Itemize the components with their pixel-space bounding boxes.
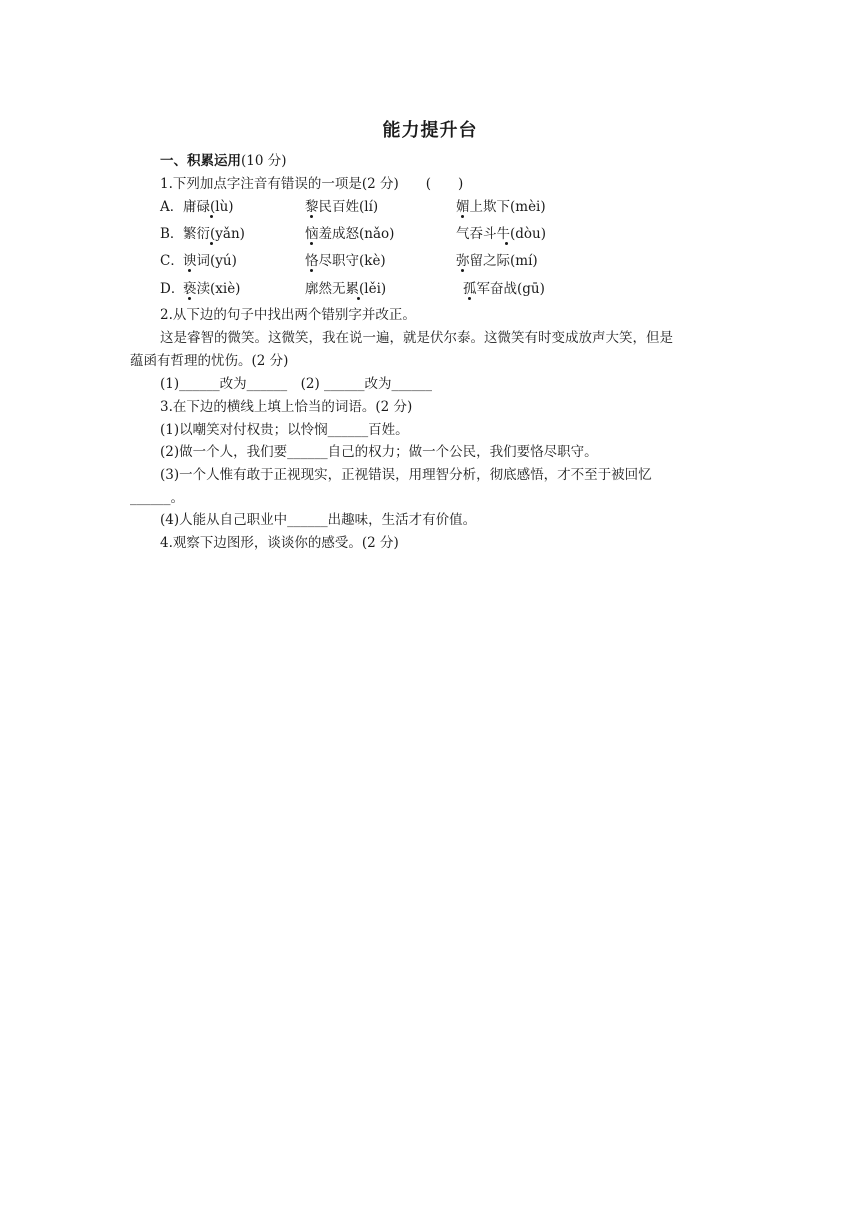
- question-3-sentence-1: (1)以嘲笑对付权贵；以怜悯______百姓。: [160, 422, 409, 438]
- option-b-item-2: 恼羞成怒(nǎo): [305, 226, 395, 242]
- question-4-stem: 4.观察下边图形，谈谈你的感受。(2 分): [160, 535, 399, 551]
- emphasis-dot: [210, 242, 213, 245]
- option-c-item-1: 谀词(yú): [183, 253, 237, 269]
- emphasis-dot: [461, 215, 464, 218]
- option-a-item-2: 黎民百姓(lí): [305, 199, 379, 215]
- section-heading: [160, 152, 287, 170]
- emphasis-dot: [461, 269, 464, 272]
- emphasis-dot: [310, 269, 313, 272]
- option-a-item-1: 庸碌(lù): [183, 199, 234, 215]
- question-2-passage-line-2: 蕴函有哲理的忧伤。(2 分): [130, 353, 289, 369]
- option-d-item-1: 亵渎(xiè): [183, 281, 241, 297]
- option-d-item-3: 孤军奋战(gū): [463, 281, 545, 297]
- emphasis-dot: [188, 269, 191, 272]
- question-3-sentence-2: (2)做一个人，我们要______自己的权力；做一个公民，我们要恪尽职守。: [160, 444, 598, 460]
- page-title: 能力提升台: [382, 120, 478, 141]
- option-a-label: A．: [160, 199, 184, 215]
- option-c-item-2: 恪尽职守(kè): [305, 253, 386, 269]
- question-1-stem: 1.下列加点字注音有错误的一项是(2 分) ( ): [160, 176, 464, 192]
- emphasis-dot: [357, 297, 360, 300]
- question-2-stem: 2.从下边的句子中找出两个错别字并改正。: [160, 307, 416, 323]
- option-d-label: D．: [160, 281, 185, 297]
- emphasis-dot: [188, 297, 191, 300]
- section-heading-label: 一、积累运用: [160, 153, 241, 169]
- option-d-item-2: 廓然无累(lěi): [305, 281, 387, 297]
- emphasis-dot: [505, 242, 508, 245]
- emphasis-dot: [310, 242, 313, 245]
- option-b-label: B．: [160, 226, 184, 242]
- section-heading-points: (10 分): [241, 153, 287, 169]
- question-2-passage-line-1: 这是睿智的微笑。这微笑，我在说一遍，就是伏尔泰。这微笑有时变成放声大笑，但是: [160, 330, 673, 346]
- option-c-label: C．: [160, 253, 184, 269]
- question-3-stem: 3.在下边的横线上填上恰当的词语。(2 分): [160, 399, 413, 415]
- option-a-item-3: 媚上欺下(mèi): [456, 199, 546, 215]
- emphasis-dot: [210, 215, 213, 218]
- question-2-answer-line: (1)______改为______ (2) ______改为______: [160, 376, 433, 392]
- option-c-item-3: 弥留之际(mí): [456, 253, 538, 269]
- option-b-item-3: 气吞斗牛(dòu): [456, 226, 546, 242]
- option-b-item-1: 繁衍(yǎn): [183, 226, 245, 242]
- question-3-sentence-3-line-1: (3)一个人惟有敢于正视现实，正视错误，用理智分析，彻底感悟，才不至于被回忆: [160, 467, 652, 483]
- question-3-sentence-3-line-2: ______。: [130, 490, 184, 506]
- emphasis-dot: [310, 215, 313, 218]
- emphasis-dot: [468, 297, 471, 300]
- question-3-sentence-4: (4)人能从自己职业中______出趣味，生活才有价值。: [160, 512, 477, 528]
